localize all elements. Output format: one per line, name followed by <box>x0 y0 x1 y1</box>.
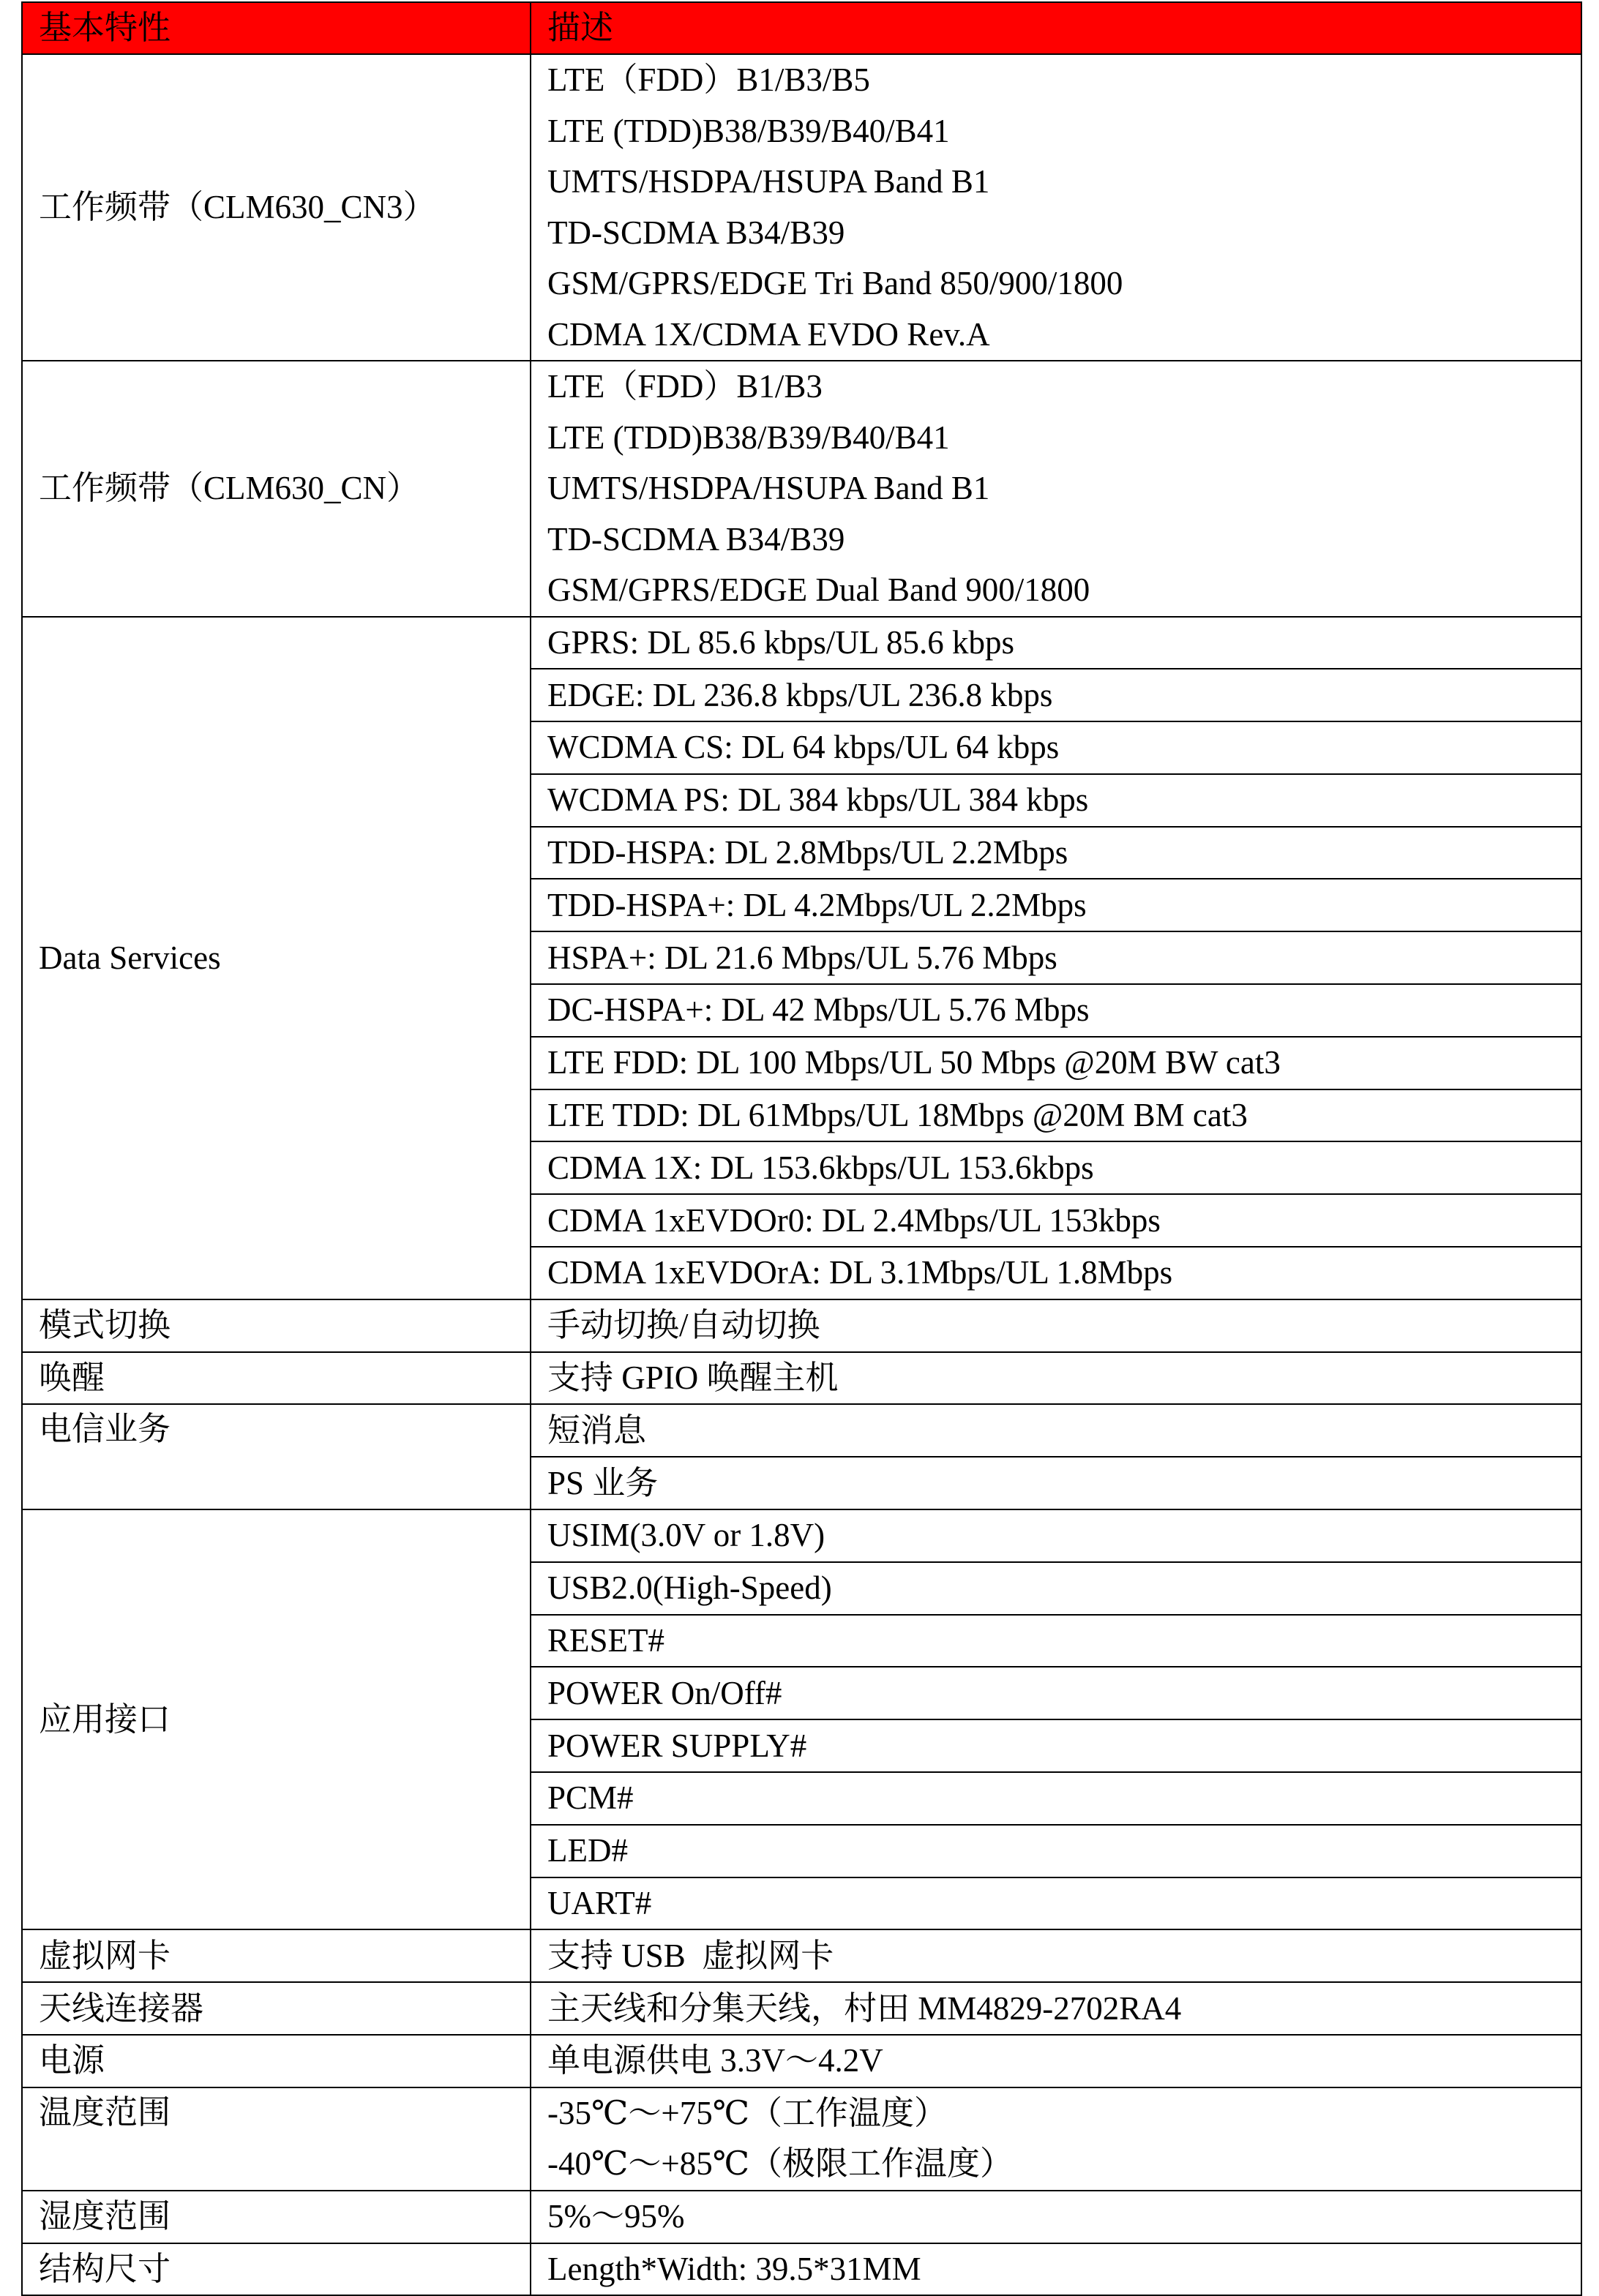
mode-switch-row <box>22 1299 1581 1352</box>
band-line: CDMA 1X/CDMA EVDO Rev.A <box>547 315 990 353</box>
antenna-row <box>22 1982 1581 2035</box>
band-line: GSM/GPRS/EDGE Tri Band 850/900/1800 <box>547 265 1123 301</box>
data-service-item: WCDMA PS: DL 384 kbps/UL 384 kbps <box>531 774 1581 827</box>
humidity-row <box>22 2191 1581 2243</box>
band-lines-cn <box>531 361 1581 617</box>
interface-item: RESET# <box>531 1615 1581 1667</box>
interface-item: LED# <box>531 1825 1581 1877</box>
power-label: 电源 <box>22 2035 531 2087</box>
virtual-nic-value: 支持 USB 虚拟网卡 <box>531 1929 1581 1982</box>
data-service-item: EDGE: DL 236.8 kbps/UL 236.8 kbps <box>531 669 1581 721</box>
band-label-cn: 工作频带（CLM630_CN） <box>22 361 531 617</box>
telecom-label: 电信业务 <box>22 1404 531 1509</box>
data-service-item: LTE TDD: DL 61Mbps/UL 18Mbps @20M BM cat3 <box>531 1089 1581 1142</box>
data-service-item: HSPA+: DL 21.6 Mbps/UL 5.76 Mbps <box>531 931 1581 984</box>
spec-table <box>21 1 1582 2296</box>
data-service-item: TDD-HSPA+: DL 4.2Mbps/UL 2.2Mbps <box>531 879 1581 931</box>
antenna-value: 主天线和分集天线，村田 MM4829-2702RA4 <box>531 1982 1581 2035</box>
data-service-item: TDD-HSPA: DL 2.8Mbps/UL 2.2Mbps <box>531 827 1581 879</box>
band-line: UMTS/HSDPA/HSUPA Band B1 <box>547 163 990 200</box>
temperature-lines <box>531 2087 1581 2191</box>
antenna-label: 天线连接器 <box>22 1982 531 2035</box>
header-feature: 基本特性 <box>22 2 531 54</box>
data-service-item: CDMA 1X: DL 153.6kbps/UL 153.6kbps <box>531 1141 1581 1194</box>
band-line: LTE (TDD)B38/B39/B40/B41 <box>547 112 950 149</box>
dimensions-row <box>22 2243 1581 2296</box>
interfaces-row <box>22 1509 1581 1562</box>
wakeup-value: 支持 GPIO 唤醒主机 <box>531 1352 1581 1405</box>
data-service-item: WCDMA CS: DL 64 kbps/UL 64 kbps <box>531 721 1581 774</box>
dimensions-label: 结构尺寸 <box>22 2243 531 2296</box>
temperature-row <box>22 2087 1581 2191</box>
humidity-label: 湿度范围 <box>22 2191 531 2243</box>
header-row <box>22 2 1581 54</box>
wakeup-label: 唤醒 <box>22 1352 531 1405</box>
interface-item: UART# <box>531 1877 1581 1930</box>
band-line: LTE（FDD）B1/B3 <box>547 368 823 405</box>
band-line: UMTS/HSDPA/HSUPA Band B1 <box>547 470 990 506</box>
header-description: 描述 <box>531 2 1581 54</box>
virtual-nic-label: 虚拟网卡 <box>22 1929 531 1982</box>
interface-item: POWER On/Off# <box>531 1667 1581 1719</box>
mode-switch-label: 模式切换 <box>22 1299 531 1352</box>
band-row-cn <box>22 361 1581 617</box>
interface-item: POWER SUPPLY# <box>531 1719 1581 1772</box>
band-line: GSM/GPRS/EDGE Dual Band 900/1800 <box>547 571 1090 608</box>
band-line: TD-SCDMA B34/B39 <box>547 214 845 251</box>
band-lines-cn3 <box>531 54 1581 361</box>
band-row-cn3 <box>22 54 1581 361</box>
virtual-nic-row <box>22 1929 1581 1982</box>
data-service-item: DC-HSPA+: DL 42 Mbps/UL 5.76 Mbps <box>531 984 1581 1037</box>
data-services-row <box>22 617 1581 669</box>
band-line: LTE (TDD)B38/B39/B40/B41 <box>547 419 950 456</box>
band-line: TD-SCDMA B34/B39 <box>547 520 845 558</box>
interface-item: PCM# <box>531 1772 1581 1825</box>
mode-switch-value: 手动切换/自动切换 <box>531 1299 1581 1352</box>
data-service-item: CDMA 1xEVDOr0: DL 2.4Mbps/UL 153kbps <box>531 1194 1581 1247</box>
band-label-cn3: 工作频带（CLM630_CN3） <box>22 54 531 361</box>
telecom-item: 短消息 <box>531 1404 1581 1457</box>
interfaces-label: 应用接口 <box>22 1509 531 1929</box>
humidity-value: 5%～95% <box>531 2191 1581 2243</box>
interface-item: USIM(3.0V or 1.8V) <box>531 1509 1581 1562</box>
data-service-item: CDMA 1xEVDOrA: DL 3.1Mbps/UL 1.8Mbps <box>531 1247 1581 1299</box>
data-services-label: Data Services <box>22 617 531 1299</box>
band-line: LTE（FDD）B1/B3/B5 <box>547 61 870 98</box>
power-row <box>22 2035 1581 2087</box>
temperature-line: -40℃～+85℃（极限工作温度） <box>547 2145 1014 2183</box>
telecom-row <box>22 1404 1581 1457</box>
temperature-line: -35℃～+75℃（工作温度） <box>547 2094 948 2131</box>
data-service-item: GPRS: DL 85.6 kbps/UL 85.6 kbps <box>531 617 1581 669</box>
interface-item: USB2.0(High-Speed) <box>531 1562 1581 1615</box>
wakeup-row <box>22 1352 1581 1405</box>
power-value: 单电源供电 3.3V～4.2V <box>531 2035 1581 2087</box>
dimensions-value: Length*Width: 39.5*31MM <box>531 2243 1581 2296</box>
temperature-label: 温度范围 <box>22 2087 531 2191</box>
data-service-item: LTE FDD: DL 100 Mbps/UL 50 Mbps @20M BW cat3 <box>531 1037 1581 1089</box>
telecom-item: PS 业务 <box>531 1457 1581 1509</box>
